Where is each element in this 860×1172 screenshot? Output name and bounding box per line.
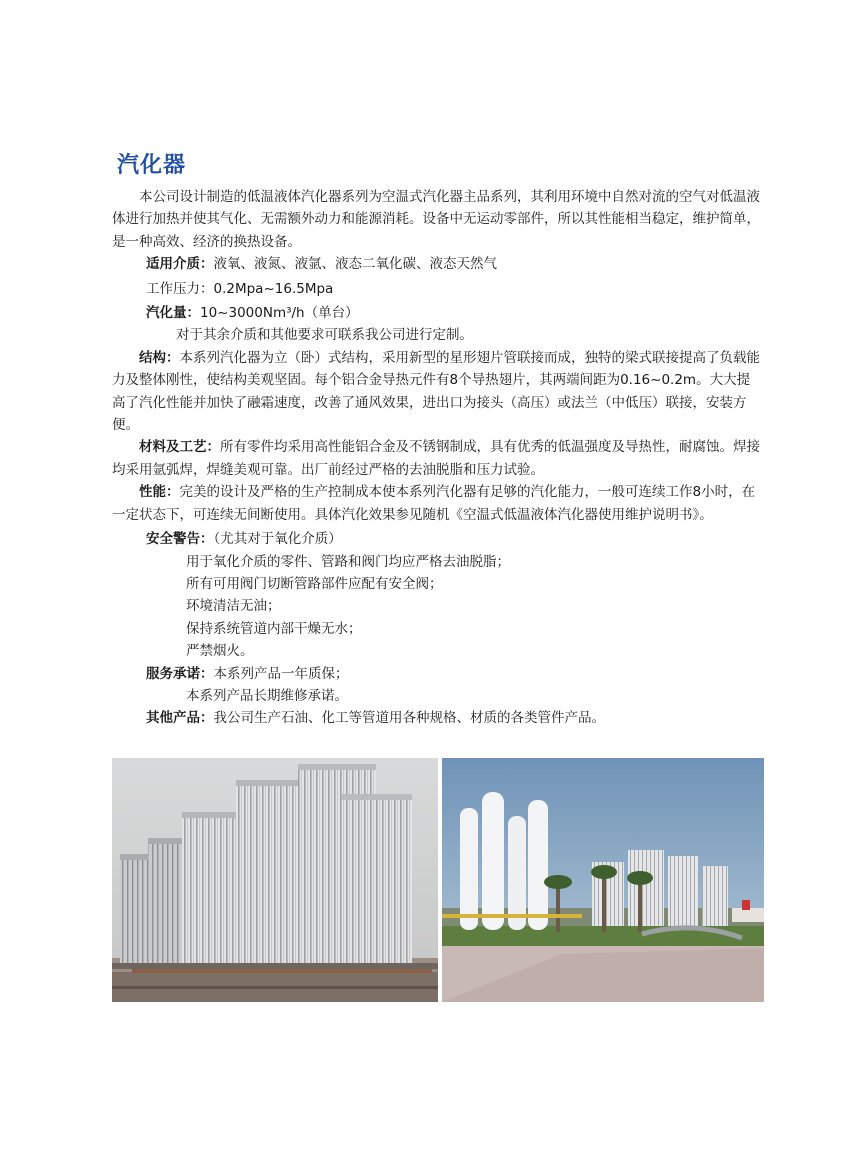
- body-text: [112, 186, 762, 730]
- other-label: 其他产品：: [146, 710, 214, 727]
- safety-item: 用于氧化介质的零件、管路和阀门均应严格去油脱脂；: [186, 553, 510, 570]
- safety-item: 环境清洁无油；: [186, 598, 281, 615]
- material-label: 材料及工艺：: [139, 439, 220, 456]
- safety-note: （尤其对于氧化介质）: [213, 531, 342, 548]
- vaporizer-photo-left: [112, 758, 438, 1002]
- safety-item: 保持系统管道内部干燥无水；: [186, 620, 362, 637]
- safety-line: [112, 528, 762, 550]
- intro-paragraph: 本公司设计制造的低温液体汽化器系列为空温式汽化器主品系列，其利用环境中自然对流的空气对低温液体进行加热并使其气化、无需额外动力和能源消耗。设备中无运动零部件，所以其性能相当稳定，维护简单，是一种高效、经济的换热设备。: [112, 189, 760, 250]
- capacity-line: [112, 302, 762, 324]
- plant-photo-right: [442, 758, 764, 1002]
- service-label: 服务承诺：: [146, 665, 214, 682]
- safety-item: 严禁烟火。: [186, 643, 254, 660]
- service-extra: 本系列产品长期维修承诺。: [186, 687, 348, 704]
- page-title: 汽化器: [117, 153, 187, 178]
- performance-label: 性能：: [139, 484, 180, 501]
- capacity-label: 汽化量：: [146, 305, 200, 322]
- pressure-line: 工作压力：0.2Mpa~16.5Mpa: [146, 280, 334, 297]
- structure-value: 本系列汽化器为立（卧）式结构，采用新型的星形翅片管联接而成，独特的梁式联接提高了负载能力及整体刚性，使结构美观坚固。每个铝合金导热元件有8个导热翅片，其两端间距为0.16~0.2m。大大提高了汽化性能并加快了融霜速度，改善了通风效果，进出口为接头（高压）或法兰（中低压）联接，安装方便。: [112, 349, 760, 434]
- safety-label: 安全警告：: [146, 531, 214, 548]
- safety-item: 所有可用阀门切断管路部件应配有安全阀；: [186, 575, 443, 592]
- product-photos: [112, 758, 764, 1002]
- media-value: 液氧、液氮、液氩、液态二氧化碳、液态天然气: [213, 256, 497, 273]
- performance-value: 完美的设计及严格的生产控制成本使本系列汽化器有足够的汽化能力，一般可连续工作8小时，在一定状态下，可连续无间断使用。具体汽化效果参见随机《空温式低温液体汽化器使用维护说明书》。: [112, 484, 756, 523]
- capacity-value: 10~3000Nm³/h（单台）: [200, 305, 359, 322]
- performance-paragraph: [112, 481, 762, 526]
- other-line: [112, 707, 762, 729]
- media-line: [112, 253, 762, 275]
- service-value: 本系列产品一年质保；: [213, 665, 349, 682]
- material-paragraph: [112, 436, 762, 481]
- other-value: 我公司生产石油、化工等管道用各种规格、材质的各类管件产品。: [213, 710, 605, 727]
- material-value: 所有零件均采用高性能铝合金及不锈钢制成，具有优秀的低温强度及导热性，耐腐蚀。焊接均采用氩弧焊，焊缝美观可靠。出厂前经过严格的去油脱脂和压力试验。: [112, 439, 760, 478]
- media-label: 适用介质：: [146, 256, 214, 273]
- service-line: [112, 663, 762, 685]
- structure-label: 结构：: [139, 349, 180, 366]
- structure-paragraph: [112, 347, 762, 437]
- custom-line: 对于其余介质和其他要求可联系我公司进行定制。: [176, 327, 473, 344]
